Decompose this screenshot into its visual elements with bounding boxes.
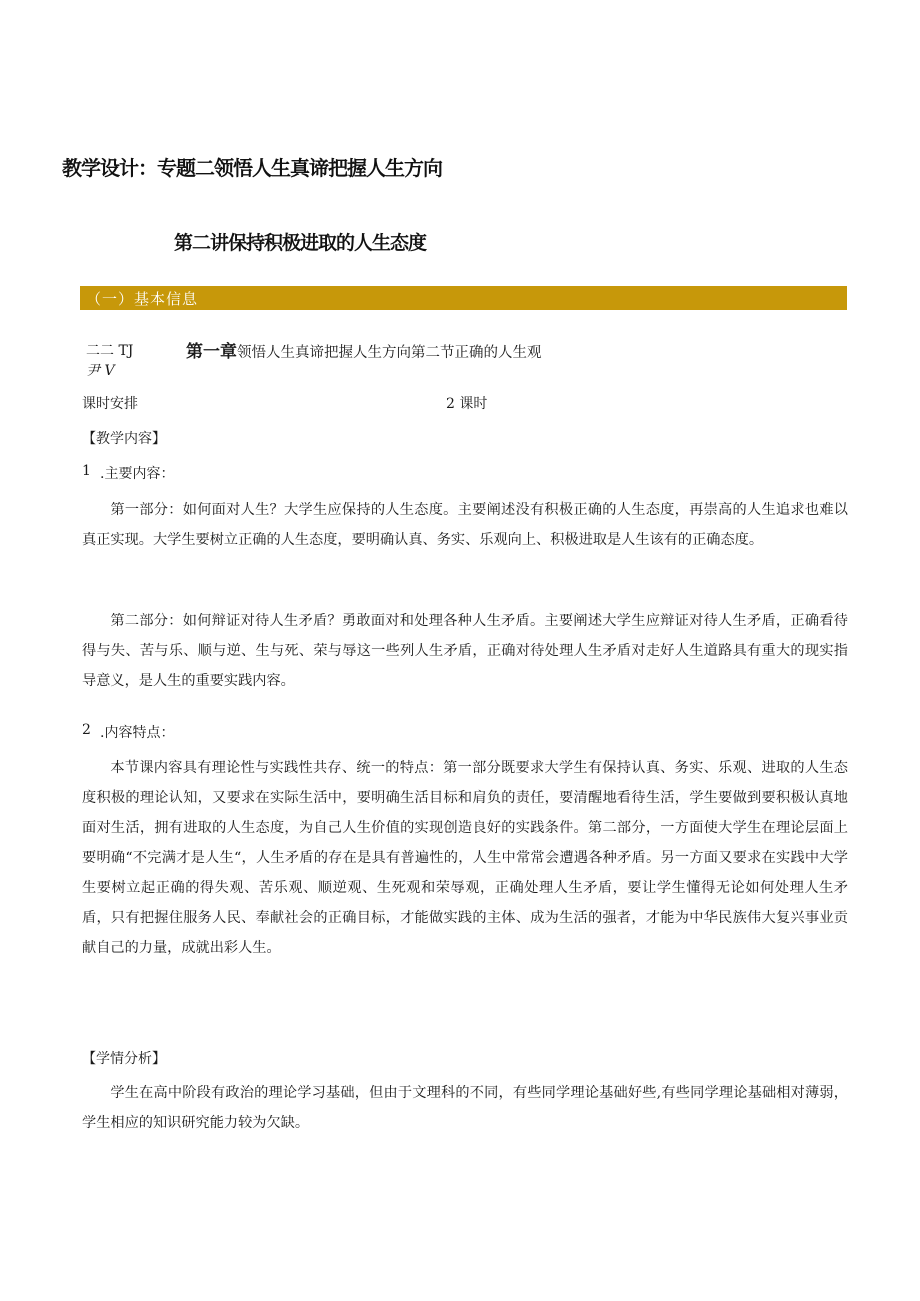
chapter-prefix: 第一章 <box>186 342 237 362</box>
page-title: 教学设计：专题二领悟人生真谛把握人生方向 <box>62 156 442 180</box>
item1-label: .主要内容： <box>100 466 175 482</box>
paragraph-content-features: 本节课内容具有理论性与实践性共存、统一的特点：第一部分既要求大学生有保持认真、务实、乐观、进取的人生态度积极的理论认知，又要求在实际生活中，要明确生活目标和肩负的责任，要清醒地看待生活，学生要做到要积极认真地面对生活，拥有进取的人生态度，为自己人生价值的实现创造良好的实践条件。第二部分，一方面使大学生在理论层面上要明确“不完满才是人生“，人生矛盾的存在是具有普遍性的，人生中常常会遭遇各种矛盾。另一方面又要求在实践中大学生要树立起正确的得失观、苦乐观、顺逆观、生死观和荣辱观，正确处理人生矛盾，要让学生懂得无论如何处理人生矛盾，只有把握住服务人民、奉献社会的正确目标，才能做实践的主体、成为生活的强者，才能为中华民族伟大复兴事业贡献自己的力量，成就出彩人生。 <box>82 760 848 956</box>
item2-number: 2 <box>82 722 91 738</box>
paragraph-part1: 第一部分：如何面对人生？大学生应保持的人生态度。主要阐述没有积极正确的人生态度，再崇高的人生追求也难以真正实现。大学生要树立正确的人生态度，要明确认真、务实、乐观向上、积极进取是人生该有的正确态度。 <box>82 502 848 548</box>
teaching-content-heading: 【教学内容】 <box>82 431 166 447</box>
chapter-title: 领悟人生真谛把握人生方向第二节正确的人生观 <box>237 345 542 361</box>
page-subtitle: 第二讲保持积极进取的人生态度 <box>174 232 427 254</box>
section-banner-label: （一）基本信息 <box>86 290 199 308</box>
info-label-line2: 尹 V <box>86 363 115 379</box>
item1-number: 1 <box>82 463 91 479</box>
hours-value: 2 课时 <box>446 396 488 412</box>
chapter-line <box>186 337 542 362</box>
learning-analysis-heading: 【学情分析】 <box>82 1051 166 1067</box>
paragraph-part2: 第二部分：如何辩证对待人生矛盾？勇敢面对和处理各种人生矛盾。主要阐述大学生应辩证对待人生矛盾，正确看待得与失、苦与乐、顺与逆、生与死、荣与辱这一些列人生矛盾，正确对待处理人生矛盾对走好人生道路具有重大的现实指导意义，是人生的重要实践内容。 <box>82 613 848 689</box>
hours-label: 课时安排 <box>82 396 138 412</box>
paragraph-learning-analysis: 学生在高中阶段有政治的理论学习基础，但由于文理科的不同，有些同学理论基础好些,有些同学理论基础相对薄弱，学生相应的知识研究能力较为欠缺。 <box>82 1085 848 1131</box>
item2-label: .内容特点： <box>100 725 175 741</box>
section-banner <box>80 286 847 310</box>
info-label-line1: 二二 TJ <box>86 343 134 359</box>
